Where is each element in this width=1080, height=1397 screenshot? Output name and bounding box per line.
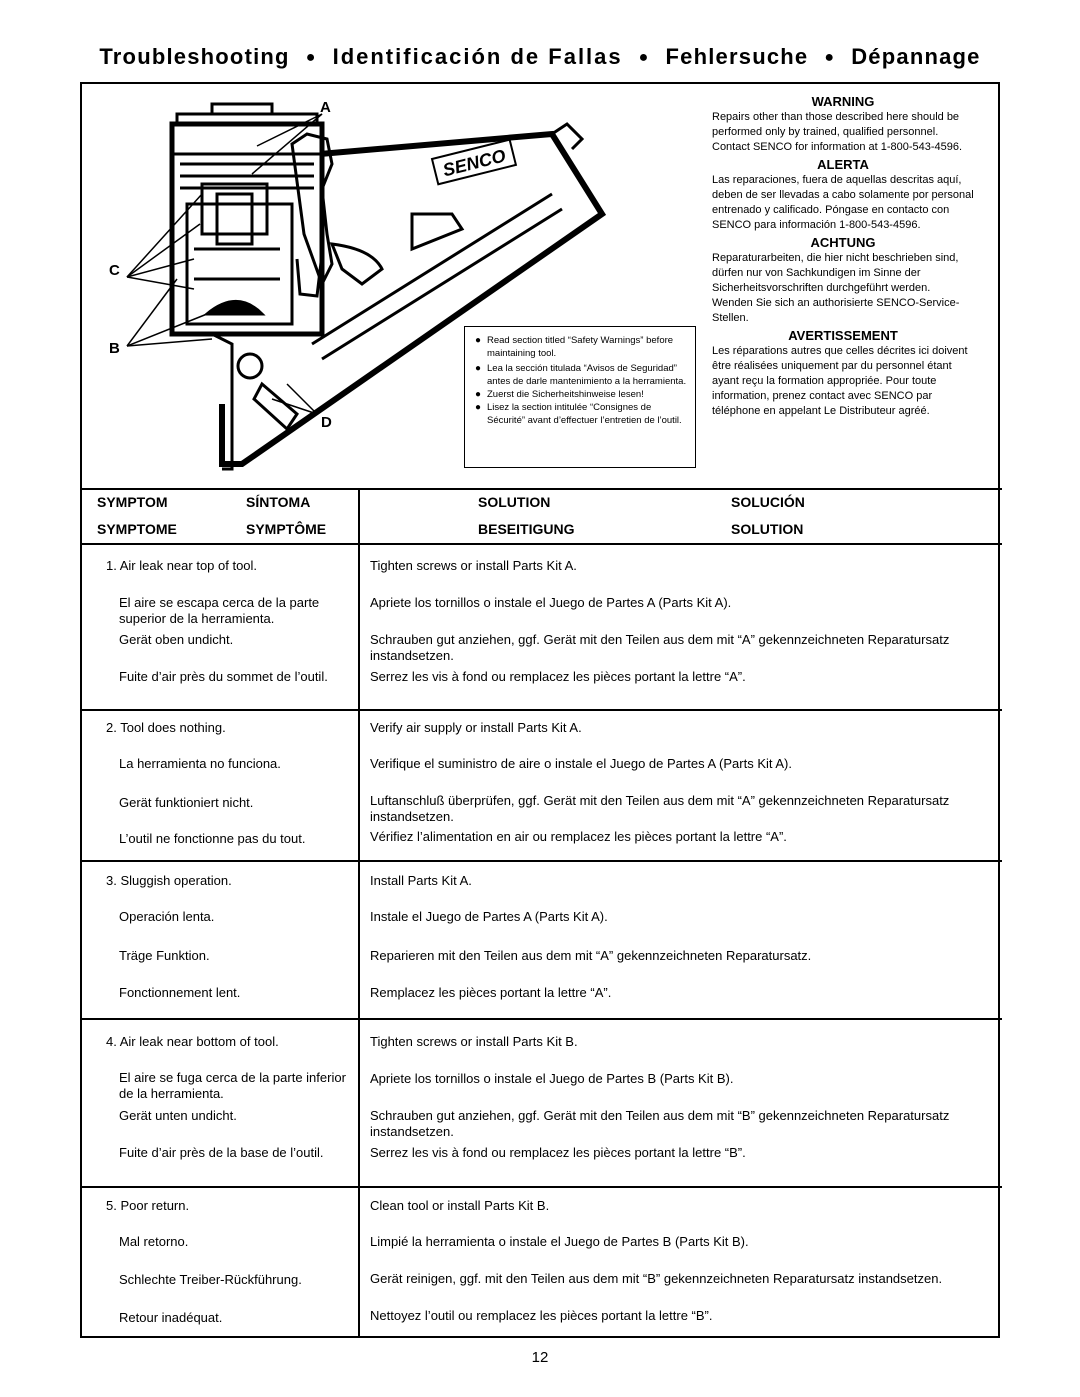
solution-2-fr: Vérifiez l’alimentation en air ou remplacez les pièces portant la lettre “A”. <box>370 829 787 844</box>
symptom-4-en: 4. Air leak near bottom of tool. <box>106 1034 279 1049</box>
solution-1-es: Apriete los tornillos o instale el Juego de Partes A (Parts Kit A). <box>370 595 732 610</box>
note-fr: ● Lisez la section intitulée “Consignes de Sécurité” avant d’effectuer l’entretien de l’outil. <box>475 401 690 427</box>
avertissement-heading: AVERTISSEMENT <box>788 328 898 343</box>
avertissement-text: Les réparations autres que celles décrites ici doivent être réalisées uniquement par du personnel étant ayant reçu la formation appropriée. Pour toute information, prenez contact avec SENCO par téléphone en appelant Le Distributeur agréé. <box>712 345 968 417</box>
symptom-1-es: El aire se escapa cerca de la parte superior de la herramienta. <box>119 595 320 626</box>
symptom-3-de: Träge Funktion. <box>119 948 210 963</box>
solution-4-es: Apriete los tornillos o instale el Juego de Partes B (Parts Kit B). <box>370 1071 734 1086</box>
achtung-heading: ACHTUNG <box>810 235 876 250</box>
row-divider <box>80 1186 1002 1188</box>
symptom-5-fr: Retour inadéquat. <box>119 1310 223 1325</box>
header-symptome-fr: SYMPTÔME <box>246 521 327 537</box>
symptom-2-es: La herramienta no funciona. <box>119 756 281 771</box>
header-solution-fr: SOLUTION <box>731 521 804 537</box>
solution-3-de: Reparieren mit den Teilen aus dem mit “A” gekennzeichneten Reparatursatz. <box>370 948 812 963</box>
row-divider <box>80 860 1002 862</box>
bullet-icon: ● <box>305 49 317 66</box>
symptom-1-en: 1. Air leak near top of tool. <box>106 558 258 573</box>
solution-2-en: Verify air supply or install Parts Kit A. <box>370 720 582 735</box>
symptom-2-fr: L’outil ne fonctionne pas du tout. <box>119 831 306 846</box>
brand-logo: SENCO <box>440 145 508 181</box>
safety-note-box <box>464 326 696 468</box>
divider <box>80 543 1002 545</box>
solution-1-de: Schrauben gut anziehen, ggf. Gerät mit den Teilen aus dem mit “A” gekennzeichneten Reparatursatz instandsetzen. <box>370 632 950 663</box>
header-solucion: SOLUCIÓN <box>731 494 805 510</box>
solution-2-es: Verifique el suministro de aire o instale el Juego de Partes A (Parts Kit A). <box>370 756 792 771</box>
header-beseitigung: BESEITIGUNG <box>478 521 575 537</box>
header-solution: SOLUTION <box>478 494 551 510</box>
solution-5-en: Clean tool or install Parts Kit B. <box>370 1198 550 1213</box>
header-symptom: SYMPTOM <box>97 494 168 510</box>
symptom-4-es: El aire se fuga cerca de la parte inferior de la herramienta. <box>119 1070 346 1101</box>
title-fr: Dépannage <box>851 44 981 69</box>
solution-1-en: Tighten screws or install Parts Kit A. <box>370 558 577 573</box>
warning-heading: WARNING <box>811 94 875 109</box>
solution-5-fr: Nettoyez l’outil ou remplacez les pièces portant la lettre “B”. <box>370 1308 713 1323</box>
divider <box>80 488 1002 490</box>
row-divider <box>80 709 1002 711</box>
symptom-4-fr: Fuite d’air près de la base de l’outil. <box>119 1145 324 1160</box>
callout-a: A <box>320 99 331 116</box>
page-number: 12 <box>531 1349 549 1366</box>
alerta-text: Las reparaciones, fuera de aquellas descritas aquí, deben de ser llevadas a cabo solamente por personal entrenado y calificado. Póngase en contacto con SENCO para información 1-800-543-4596. <box>712 174 974 231</box>
solution-1-fr: Serrez les vis à fond ou remplacez les pièces portant la lettre “A”. <box>370 669 746 684</box>
title-de: Fehlersuche <box>665 44 809 69</box>
symptom-1-fr: Fuite d’air près du sommet de l’outil. <box>119 669 328 684</box>
symptom-3-en: 3. Sluggish operation. <box>106 873 232 888</box>
note-de: ● Zuerst die Sicherheitshinweise lesen! <box>475 388 690 401</box>
solution-3-es: Instale el Juego de Partes A (Parts Kit A). <box>370 909 608 924</box>
title-es: Identificación de Fallas <box>332 44 623 69</box>
warning-text: Repairs other than those described here should be performed only by trained, qualified personnel. Contact SENCO for information at 1-800-543-4596. <box>712 111 963 153</box>
header-sintoma: SÍNTOMA <box>246 494 311 510</box>
solution-4-fr: Serrez les vis à fond ou remplacez les pièces portant la lettre “B”. <box>370 1145 746 1160</box>
solution-5-es: Limpié la herramienta o instale el Juego de Partes B (Parts Kit B). <box>370 1234 749 1249</box>
solution-4-en: Tighten screws or install Parts Kit B. <box>370 1034 578 1049</box>
nailer-diagram <box>82 84 508 484</box>
bullet-icon: ● <box>824 49 836 66</box>
column-divider <box>358 488 360 1338</box>
symptom-3-fr: Fonctionnement lent. <box>119 985 241 1000</box>
symptom-2-en: 2. Tool does nothing. <box>106 720 226 735</box>
note-en: ● Read section titled “Safety Warnings” before maintaining tool. <box>475 334 690 360</box>
symptom-3-es: Operación lenta. <box>119 909 215 924</box>
solution-5-de: Gerät reinigen, ggf. mit den Teilen aus dem mit “B” gekennzeichneten Reparatursatz instandsetzen. <box>370 1271 943 1286</box>
bullet-icon: ● <box>638 49 650 66</box>
solution-2-de: Luftanschluß überprüfen, ggf. Gerät mit den Teilen aus dem mit “A” gekennzeichneten Reparatursatz instandsetzen. <box>370 793 950 824</box>
callout-c: C <box>109 262 120 279</box>
symptom-5-de: Schlechte Treiber-Rückführung. <box>119 1272 302 1287</box>
solution-4-de: Schrauben gut anziehen, ggf. Gerät mit den Teilen aus dem mit “B” gekennzeichneten Reparatursatz instandsetzen. <box>370 1108 950 1139</box>
callout-b: B <box>109 340 120 357</box>
alerta-heading: ALERTA <box>817 157 869 172</box>
symptom-5-en: 5. Poor return. <box>106 1198 190 1213</box>
note-es: ● Lea la sección titulada “Avisos de Seguridad” antes de darle mantenimiento a la herramienta. <box>475 362 690 388</box>
warnings-panel <box>712 92 974 419</box>
solution-3-en: Install Parts Kit A. <box>370 873 472 888</box>
page-title <box>0 44 1080 70</box>
symptom-1-de: Gerät oben undicht. <box>119 632 234 647</box>
callout-d: D <box>321 414 332 431</box>
symptom-5-es: Mal retorno. <box>119 1234 189 1249</box>
header-symptome: SYMPTOME <box>97 521 177 537</box>
title-en: Troubleshooting <box>99 44 290 69</box>
symptom-4-de: Gerät unten undicht. <box>119 1108 237 1123</box>
row-divider <box>80 1018 1002 1020</box>
achtung-text: Reparaturarbeiten, die hier nicht beschrieben sind, dürfen nur von Sachkundigen im Sinne der Sicherheitsvorschriften durchgeführt werden. Wenden Sie sich an authorisierte SENCO-Service-Stellen. <box>712 252 960 324</box>
solution-3-fr: Remplacez les pièces portant la lettre “A”. <box>370 985 612 1000</box>
symptom-2-de: Gerät funktioniert nicht. <box>119 795 254 810</box>
